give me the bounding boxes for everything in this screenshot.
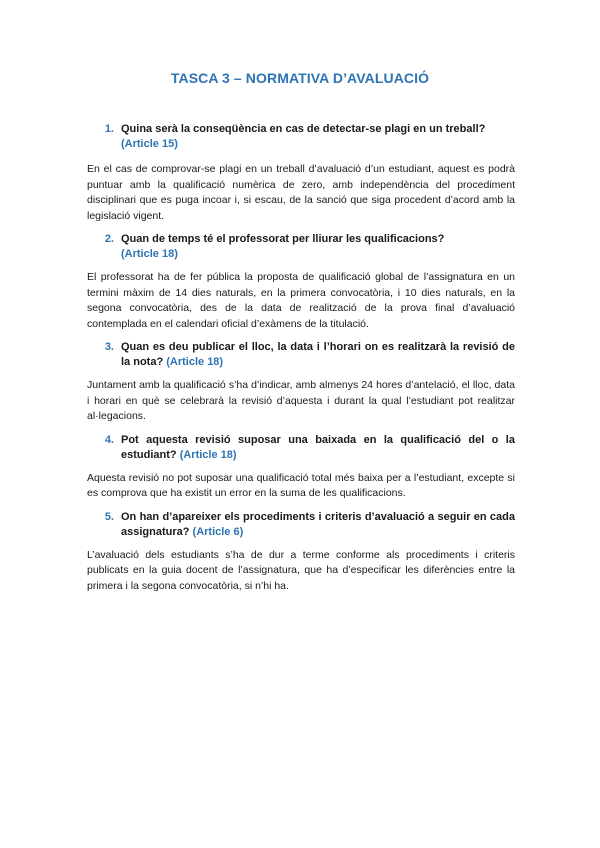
answer-1: En el cas de comprovar-se plagi en un treball d’avaluació d’un estudiant, aquest es podrà puntuar amb la qualificació numèrica de zero, amb independència del procediment disciplinari que es puga incoar i, si escau, de la sanció que siga procedent d’acord amb la legislació vigent. [87,163,515,222]
page-title: TASCA 3 – NORMATIVA D’AVALUACIÓ [170,70,430,86]
answer-2: El professorat ha de fer pública la proposta de qualificació global de l’assignatura en un termini màxim de 14 dies naturals, en la primera convocatòria, i 10 dies naturals, en la segona convocatòria, des de la data de realització de la prova final d’avaluació contemplada en el calendari oficial d’exàmens de la titulació. [87,271,515,330]
question-5 [87,510,515,540]
question-number: 3. [104,341,114,353]
question-label: Quan es deu publicar el lloc, la data i l’horari on es realitzarà la revisió de la nota? [121,341,515,368]
article-reference: (Article 6) [192,525,244,538]
question-label: Pot aquesta revisió suposar una baixada en la qualificació del o la estudiant? [121,433,515,461]
question-number: 1. [104,123,114,135]
question-label: Quan de temps té el professorat per lliurar les qualificacions? [121,233,445,245]
answer-4: Aquesta revisió no pot suposar una qualificació total més baixa per a l’estudiant, excepte si es comprova que ha existit un error en la suma de les qualificacions. [87,471,515,499]
question-label: Quina serà la conseqüència en cas de detectar-se plagi en un treball? [121,123,486,135]
article-reference: (Article 15) [121,138,178,150]
question-text [121,433,515,463]
question-2 [87,232,515,262]
answer-5: L’avaluació dels estudiants s’ha de dur a terme conforme als procediments i criteris publicats en la guia docent de l’assignatura, que ha d’especificar les diferències entre la primera i la segona convocatòria, si n’hi ha. [87,548,515,592]
question-label: On han d’apareixer els procediments i criteris d’avaluació a seguir en cada assignatura? [121,510,515,538]
question-text [121,232,515,262]
qa-list [87,122,515,602]
question-3 [87,340,515,370]
question-4 [87,433,515,463]
article-reference: (Article 18) [179,448,237,461]
question-number: 5. [104,510,114,523]
question-number: 4. [104,433,114,446]
article-reference: (Article 18) [121,248,178,260]
question-text [121,510,515,540]
answer-3: Juntament amb la qualificació s’ha d’indicar, amb almenys 24 hores d’antelació, el lloc, data i horari en què se celebrarà la revisió d’aquesta i durant la qual l’estudiant pot realitzar al·legacions. [87,379,515,422]
question-1 [87,122,515,152]
question-text [121,340,515,370]
article-reference: (Article 18) [166,356,224,368]
question-number: 2. [104,233,114,245]
question-text [121,122,515,152]
